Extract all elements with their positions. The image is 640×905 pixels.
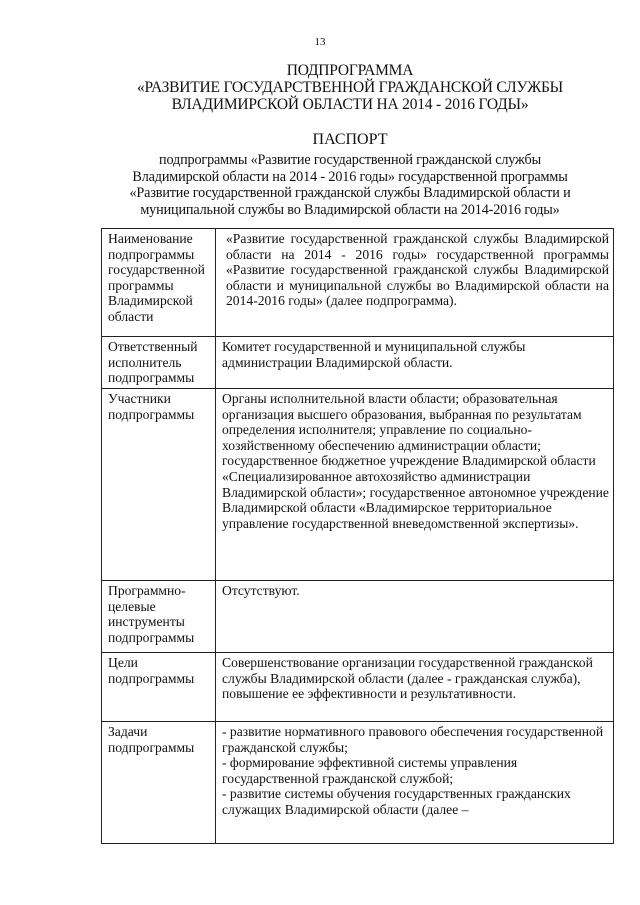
table-row <box>102 653 614 722</box>
subtitle-line: Владимирской области на 2014 - 2016 годы» государственной программы <box>132 168 568 185</box>
subtitle-line: подпрограммы «Развитие государственной гражданской службы <box>159 152 541 168</box>
row-label-cell <box>102 389 216 581</box>
row-label-cell <box>102 229 216 337</box>
table-row <box>102 722 614 844</box>
passport-title: ПАСПОРТ <box>312 131 388 148</box>
task-item: - развитие нормативного правового обеспечения государственной гражданской службы; <box>222 724 604 755</box>
row-label: Участники подпрограммы <box>108 391 195 422</box>
row-value-cell <box>216 337 614 389</box>
table-row <box>102 337 614 389</box>
row-label-cell <box>102 581 216 653</box>
row-value-cell <box>216 581 614 653</box>
task-item: - формирование эффективной системы управления государственной гражданской службой; <box>222 755 518 786</box>
row-value: Совершенствование организации государственной гражданской службы Владимирской области (далее - гражданская служба), повышение ее эффективности и результативности. <box>222 655 593 702</box>
heading-line: ВЛАДИМИРСКОЙ ОБЛАСТИ НА 2014 - 2016 ГОДЫ» <box>171 96 529 113</box>
passport-table <box>101 228 614 844</box>
row-value-cell <box>216 389 614 581</box>
table-row <box>102 389 614 581</box>
row-value: Органы исполнительной власти области; образовательная организация высшего образования, выбранная по результатам определения исполнителя; управление по социально-хозяйственному обеспечению администрации области; государственное бюджетное учреждение Владимирской области «Специализированное автохозяйство администрации Владимирской области»; государственное автономное учреждение Владимирской области «Владимирское территориальное управление государственной вневедомственной экспертизы». <box>222 391 609 531</box>
row-label: Цели подпрограммы <box>108 655 195 686</box>
passport-subtitle <box>110 152 590 218</box>
row-value-cell <box>216 653 614 722</box>
row-label: Ответственный исполнитель подпрограммы <box>108 339 198 386</box>
subtitle-line: «Развитие государственной гражданской службы Владимирской области и <box>129 185 571 201</box>
heading-line: «РАЗВИТИЕ ГОСУДАРСТВЕННОЙ ГРАЖДАНСКОЙ СЛУЖБЫ <box>137 79 563 96</box>
table-row <box>102 581 614 653</box>
row-label-cell <box>102 337 216 389</box>
row-value-cell <box>216 229 614 337</box>
row-label: Задачи подпрограммы <box>108 724 195 755</box>
row-value: Отсутствуют. <box>222 583 300 598</box>
row-label: Наименование подпрограммы государственной программы Владимирской области <box>108 231 205 324</box>
row-value-cell <box>216 722 614 844</box>
row-value: Комитет государственной и муниципальной службы администрации Владимирской области. <box>222 339 526 370</box>
page-number: 13 <box>314 36 326 48</box>
row-label-cell <box>102 653 216 722</box>
row-label: Программно- целевые инструменты подпрограммы <box>108 583 195 645</box>
subtitle-line: муниципальной службы во Владимирской области на 2014-2016 годы» <box>140 201 560 218</box>
row-label-cell <box>102 722 216 844</box>
row-value: «Развитие государственной гражданской службы Владимирской области на 2014 - 2016 годы» государственной программы «Развитие государственной гражданской службы Владимирской области и муниципальной службы во Владимирской области на 2014-2016 годы» (далее подпрограмма). <box>226 231 609 309</box>
subprogram-heading <box>110 62 590 113</box>
heading-line: ПОДПРОГРАММА <box>286 62 414 79</box>
task-item: - развитие системы обучения государственных гражданских служащих Владимирской области (далее – <box>222 786 571 817</box>
table-row <box>102 229 614 337</box>
